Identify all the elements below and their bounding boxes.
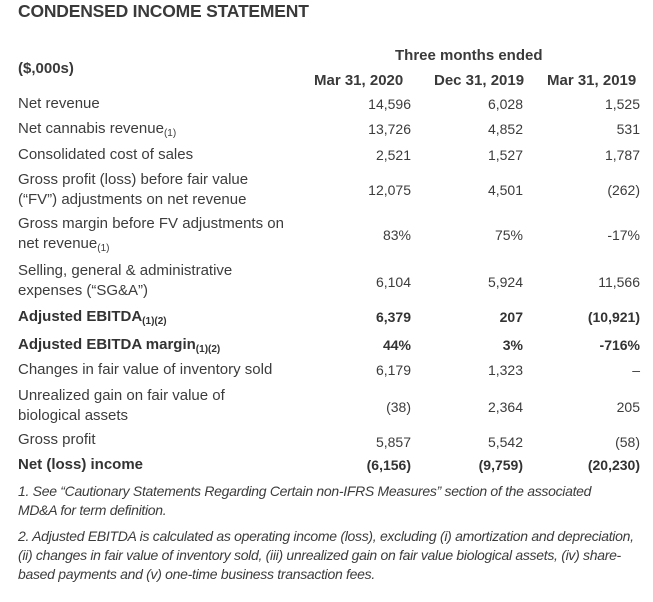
footnote-ref: (1)(2) [142,316,167,327]
period-header: Three months ended [395,47,543,64]
units-label: ($,000s) [18,60,74,77]
row-label: Changes in fair value of inventory sold [18,361,273,378]
value-mar-2020: (38) [386,399,411,415]
column-header-mar-2020: Mar 31, 2020 [314,72,404,89]
row-label: Gross margin before FV adjustments on net revenue$_{(1)}$ [18,215,284,254]
footnote-2: 2. Adjusted EBITDA is calculated as operating income (loss), excluding (i) amortization and depreciation, (ii) changes in fair value of inventory sold, (iii) unrealized gain on fair value biological assets, (iv) share-based payments and (v) one-time business transaction fees. [18,528,634,582]
value-mar-2019: (10,921) [587,309,640,325]
value-mar-2019: 11,566 [598,274,640,290]
value-dec-2019: 4,501 [487,182,523,198]
value-dec-2019: 5,924 [487,274,523,290]
value-mar-2019: 1,525 [604,96,640,112]
value-dec-2019: 1,527 [487,147,523,163]
column-header-dec-2019: Dec 31, 2019 [434,72,525,89]
footnote-1: 1. See “Cautionary Statements Regarding Certain non-IFRS Measures” section of the associated MD&A for term definition. [18,483,592,518]
row-label: Net (loss) income [18,456,144,473]
value-mar-2020: 6,379 [375,309,411,325]
value-mar-2020: 12,075 [368,182,411,198]
value-dec-2019: 207 [499,309,523,325]
row-label: Adjusted EBITDA margin$_{(1)(2)}$ [18,336,221,355]
value-mar-2020: (6,156) [366,457,411,473]
value-mar-2019: (262) [607,182,640,198]
value-mar-2020: 6,104 [375,274,411,290]
row-label: Selling, general & administrative expenses (“SG&A”) [18,262,233,299]
value-dec-2019: 3% [502,337,523,353]
value-mar-2019: 1,787 [604,147,640,163]
footnote-ref: (1) [163,128,177,139]
row-label: Consolidated cost of sales [18,146,194,163]
row-label: Net cannabis revenue$_{(1)}$ [18,120,177,139]
value-dec-2019: 5,542 [487,434,523,450]
value-dec-2019: 75% [494,227,523,243]
value-mar-2020: 14,596 [368,96,411,112]
value-mar-2019: (58) [615,434,640,450]
value-mar-2019: – [632,362,640,378]
footnote-ref: (1)(2) [195,344,221,355]
row-label: Gross profit [18,431,96,448]
value-dec-2019: (9,759) [478,457,523,473]
value-mar-2020: 83% [382,227,411,243]
value-mar-2020: 44% [382,337,411,353]
row-label: Gross profit (loss) before fair value (“FV”) adjustments on net revenue [18,171,249,208]
footnote-ref: (1) [97,243,110,254]
value-mar-2020: 6,179 [375,362,411,378]
statement-title: CONDENSED INCOME STATEMENT [18,1,309,21]
value-mar-2019: -716% [599,337,640,353]
value-dec-2019: 1,323 [487,362,523,378]
row-label: Adjusted $EBITDA_{(1)(2)}$ [18,308,167,327]
row-label: Unrealized gain on fair value of biological assets [18,387,225,424]
value-mar-2019: 531 [616,121,640,137]
column-header-mar-2019: Mar 31, 2019 [547,72,637,89]
value-dec-2019: 6,028 [487,96,523,112]
value-mar-2020: 2,521 [375,147,411,163]
value-mar-2019: (20,230) [587,457,640,473]
row-label: Net revenue [18,95,100,112]
value-mar-2020: 13,726 [368,121,411,137]
value-dec-2019: 4,852 [487,121,523,137]
value-mar-2019: 205 [616,399,640,415]
value-mar-2020: 5,857 [375,434,411,450]
value-mar-2019: -17% [607,227,640,243]
value-dec-2019: 2,364 [487,399,523,415]
